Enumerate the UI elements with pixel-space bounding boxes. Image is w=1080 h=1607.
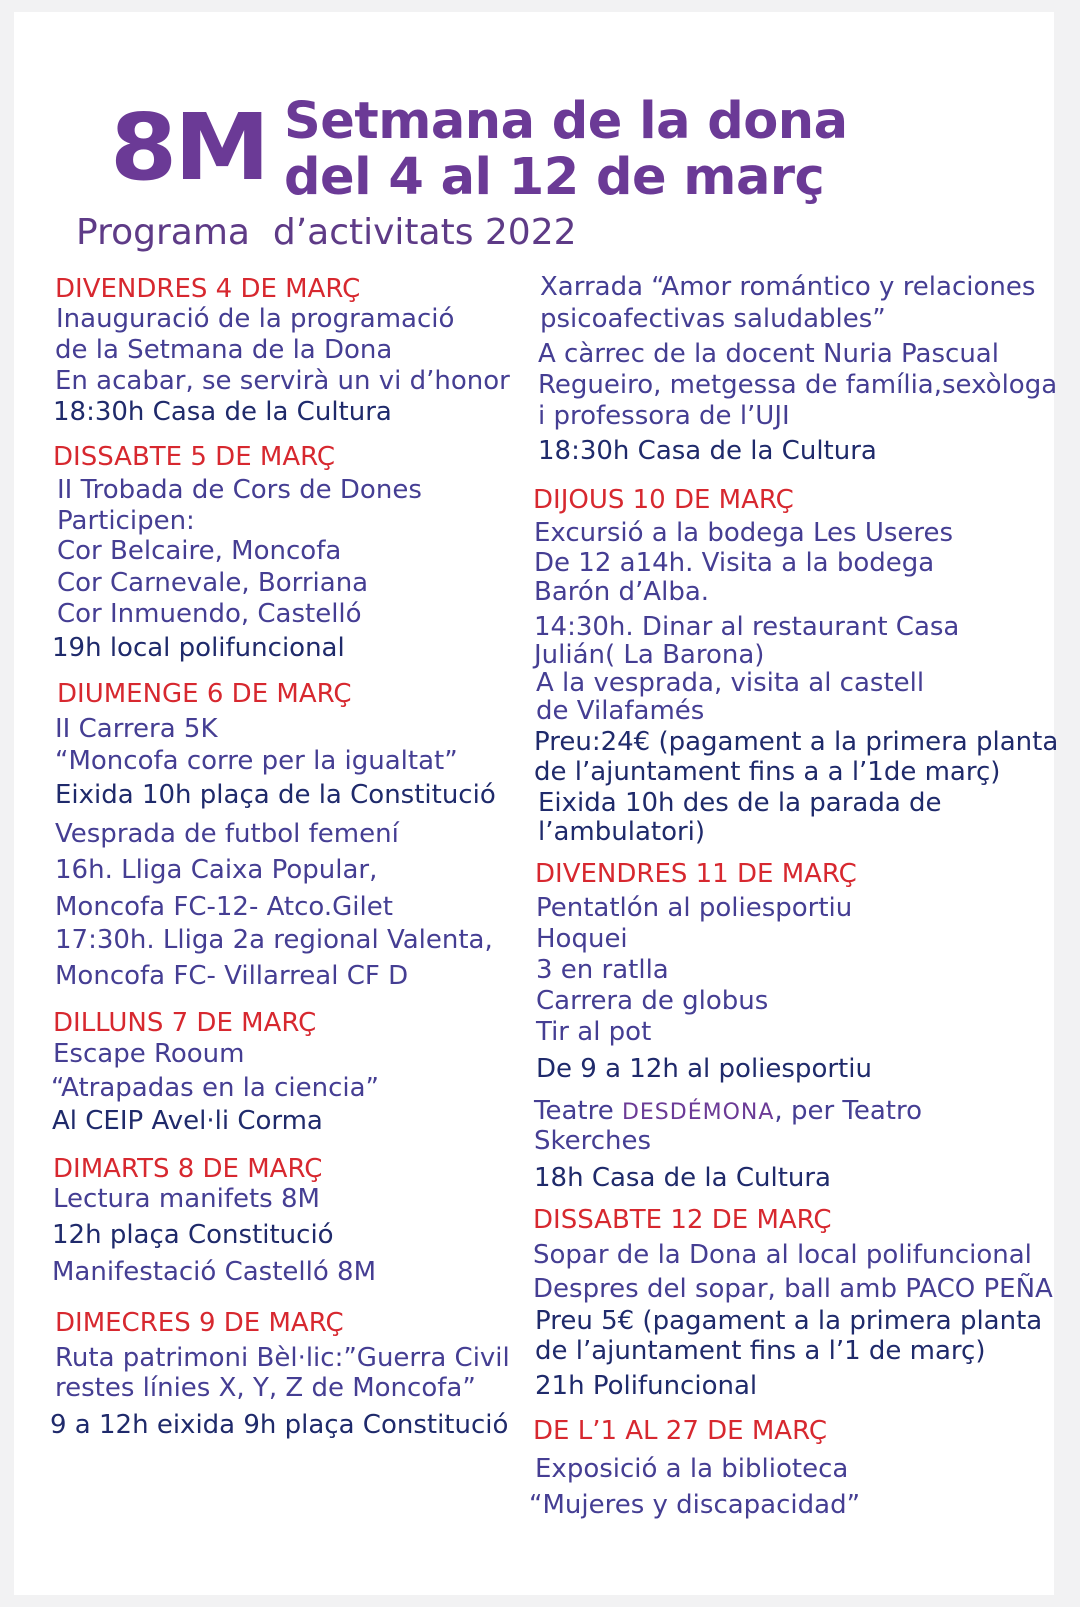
event-line: De 12 a14h. Visita a la bodega — [534, 548, 935, 578]
poster-subtitle: Programa d’activitats 2022 — [76, 212, 577, 253]
event-line: Regueiro, metgessa de família,sexòloga — [538, 370, 1058, 400]
event-text: , per Teatro — [774, 1096, 923, 1126]
day-heading: DIMECRES 9 DE MARÇ — [55, 1308, 344, 1338]
event-line: 16h. Lliga Caixa Popular, — [55, 855, 378, 885]
event-line: Lectura manifets 8M — [53, 1184, 320, 1214]
event-line: “Moncofa corre per la igualtat” — [55, 746, 458, 776]
event-line: Manifestació Castelló 8M — [52, 1257, 376, 1287]
day-heading: DIMARTS 8 DE MARÇ — [53, 1154, 323, 1184]
title-line-1: Setmana de la dona — [284, 92, 848, 151]
event-time: 12h plaça Constitució — [52, 1220, 334, 1250]
event-line: Xarrada “Amor romántico y relaciones — [540, 272, 1036, 302]
event-line: Vesprada de futbol femení — [55, 819, 399, 849]
title-line-2: del 4 al 12 de març — [284, 148, 825, 207]
logo-8m: 8M — [110, 94, 268, 201]
event-time: Eixida 10h plaça de la Constitució — [55, 780, 496, 810]
event-line: Exposició a la biblioteca — [535, 1454, 849, 1484]
event-line: Ruta patrimoni Bèl·lic:”Guerra Civil — [55, 1343, 510, 1373]
event-time: 18:30h Casa de la Cultura — [538, 436, 877, 466]
event-line: Pentatlón al poliesportiu — [536, 893, 853, 923]
event-line: A la vesprada, visita al castell — [536, 668, 925, 698]
event-line: Despres del sopar, ball amb PACO PEÑA — [533, 1274, 1053, 1304]
event-line: II Carrera 5K — [55, 714, 218, 744]
event-time: 18h Casa de la Cultura — [534, 1163, 831, 1193]
day-heading: DILLUNS 7 DE MARÇ — [53, 1008, 317, 1038]
event-line: Cor Belcaire, Moncofa — [57, 536, 342, 566]
event-line: Tir al pot — [536, 1017, 652, 1047]
event-line: “Atrapadas en la ciencia” — [51, 1073, 380, 1103]
event-line: Barón d’Alba. — [534, 577, 710, 607]
event-time: 9 a 12h eixida 9h plaça Constitució — [50, 1410, 509, 1440]
play-title: DESDÉMONA — [621, 1100, 775, 1125]
event-text: Teatre — [534, 1096, 622, 1126]
day-heading: DIJOUS 10 DE MARÇ — [533, 485, 794, 515]
event-time: De 9 a 12h al poliesportiu — [536, 1054, 872, 1084]
event-time: 19h local polifuncional — [52, 633, 345, 663]
event-line: l’ambulatori) — [538, 817, 706, 847]
event-line: “Mujeres y discapacidad” — [529, 1490, 861, 1520]
event-line: Julián( La Barona) — [534, 640, 765, 670]
day-heading: DIVENDRES 4 DE MARÇ — [55, 274, 361, 304]
event-time: 21h Polifuncional — [535, 1371, 758, 1401]
day-heading: DISSABTE 5 DE MARÇ — [53, 442, 336, 472]
event-line: Cor Carnevale, Borriana — [57, 568, 369, 598]
event-line: Preu 5€ (pagament a la primera planta — [535, 1306, 1043, 1336]
event-line: Cor Inmuendo, Castelló — [57, 599, 362, 629]
event-line: 17:30h. Lliga 2a regional Valenta, — [55, 925, 493, 955]
poster-title — [284, 94, 848, 206]
event-line: i professora de l’UJI — [538, 401, 790, 431]
event-line: Skerches — [534, 1126, 652, 1156]
day-heading: DIUMENGE 6 DE MARÇ — [57, 679, 352, 709]
poster-page — [14, 12, 1059, 1595]
day-heading: DISSABTE 12 DE MARÇ — [533, 1205, 832, 1235]
day-heading: DIVENDRES 11 DE MARÇ — [535, 859, 857, 889]
event-line: Inauguració de la programació — [56, 304, 455, 334]
event-line: 3 en ratlla — [536, 955, 669, 985]
event-line: de Vilafamés — [536, 696, 705, 726]
event-line: Moncofa FC-12- Atco.Gilet — [55, 892, 393, 922]
event-line: Eixida 10h des de la parada de — [538, 788, 942, 818]
event-line: de l’ajuntament fins a a l’1de març) — [534, 757, 1001, 787]
event-time: Al CEIP Avel·li Corma — [52, 1106, 323, 1136]
event-line: En acabar, se servirà un vi d’honor — [55, 366, 510, 396]
event-time: 18:30h Casa de la Cultura — [53, 397, 392, 427]
event-line: Sopar de la Dona al local polifuncional — [533, 1240, 1032, 1270]
event-line: Carrera de globus — [536, 986, 769, 1016]
event-line — [534, 1096, 922, 1128]
event-line: Preu:24€ (pagament a la primera planta — [534, 727, 1059, 757]
event-line: Hoquei — [536, 924, 628, 954]
day-heading: DE L’1 AL 27 DE MARÇ — [533, 1416, 828, 1446]
event-line: Participen: — [57, 506, 195, 536]
event-line: psicoafectivas saludables” — [540, 304, 886, 334]
event-line: Moncofa FC- Villarreal CF D — [55, 961, 409, 991]
event-line: de l’ajuntament fins a l’1 de març) — [535, 1336, 986, 1366]
event-line: Escape Rooum — [53, 1039, 245, 1069]
event-line: II Trobada de Cors de Dones — [57, 475, 422, 505]
event-line: de la Setmana de la Dona — [55, 335, 393, 365]
event-line: restes línies X, Y, Z de Moncofa” — [55, 1373, 476, 1403]
event-line: Excursió a la bodega Les Useres — [534, 518, 954, 548]
event-line: A càrrec de la docent Nuria Pascual — [538, 339, 999, 369]
event-line: 14:30h. Dinar al restaurant Casa — [534, 612, 960, 642]
